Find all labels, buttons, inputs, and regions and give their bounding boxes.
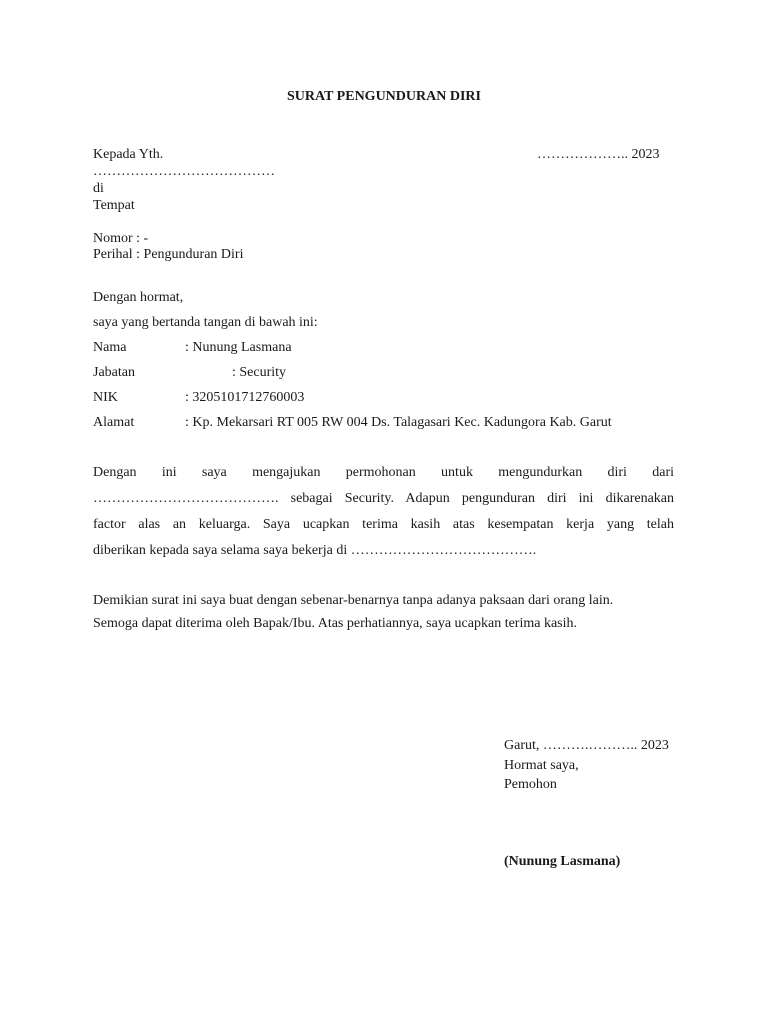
recipient-to: Kepada Yth. [93, 147, 164, 162]
field-label-nik: NIK [93, 390, 118, 405]
signature-role: Pemohon [504, 777, 557, 792]
recipient-place: Tempat [93, 198, 135, 213]
body-line-4: diberikan kepada saya selama saya bekerja di …………………………………. [93, 543, 537, 558]
field-value-nik: : 3205101712760003 [185, 390, 305, 405]
body-line-2: …………………………………. sebagai Security. Adapun pengunduran diri ini dikarenakan [93, 491, 674, 506]
field-value-jabatan: : Security [232, 365, 287, 380]
body-line-1: Dengan ini saya mengajukan permohonan untuk mengundurkan diri dari [93, 465, 674, 480]
letter-subject: Perihal : Pengunduran Diri [93, 247, 244, 262]
field-value-alamat: : Kp. Mekarsari RT 005 RW 004 Ds. Talagasari Kec. Kadungora Kab. Garut [185, 415, 612, 430]
field-label-alamat: Alamat [93, 415, 135, 430]
closing-line-1: Demikian surat ini saya buat dengan sebenar-benarnya tanpa adanya paksaan dari orang lain. [93, 593, 614, 608]
signature-place-date: Garut, ……….……….. 2023 [504, 738, 669, 753]
recipient-di: di [93, 181, 104, 196]
field-label-nama: Nama [93, 340, 127, 355]
field-value-nama: : Nunung Lasmana [185, 340, 292, 355]
greeting: Dengan hormat, [93, 290, 184, 305]
signature-name: (Nunung Lasmana) [504, 854, 621, 869]
intro-text: saya yang bertanda tangan di bawah ini: [93, 315, 318, 330]
document-title: SURAT PENGUNDURAN DIRI [287, 89, 481, 104]
field-label-jabatan: Jabatan [93, 365, 135, 380]
signature-regards: Hormat saya, [504, 758, 579, 773]
letter-date: ……………….. 2023 [537, 147, 660, 162]
closing-line-2: Semoga dapat diterima oleh Bapak/Ibu. Atas perhatiannya, saya ucapkan terima kasih. [93, 616, 578, 631]
recipient-dots: ………………………………… [93, 164, 275, 179]
letter-number: Nomor : - [93, 231, 149, 246]
body-line-3: factor alas an keluarga. Saya ucapkan terima kasih atas kesempatan kerja yang telah [93, 517, 674, 532]
